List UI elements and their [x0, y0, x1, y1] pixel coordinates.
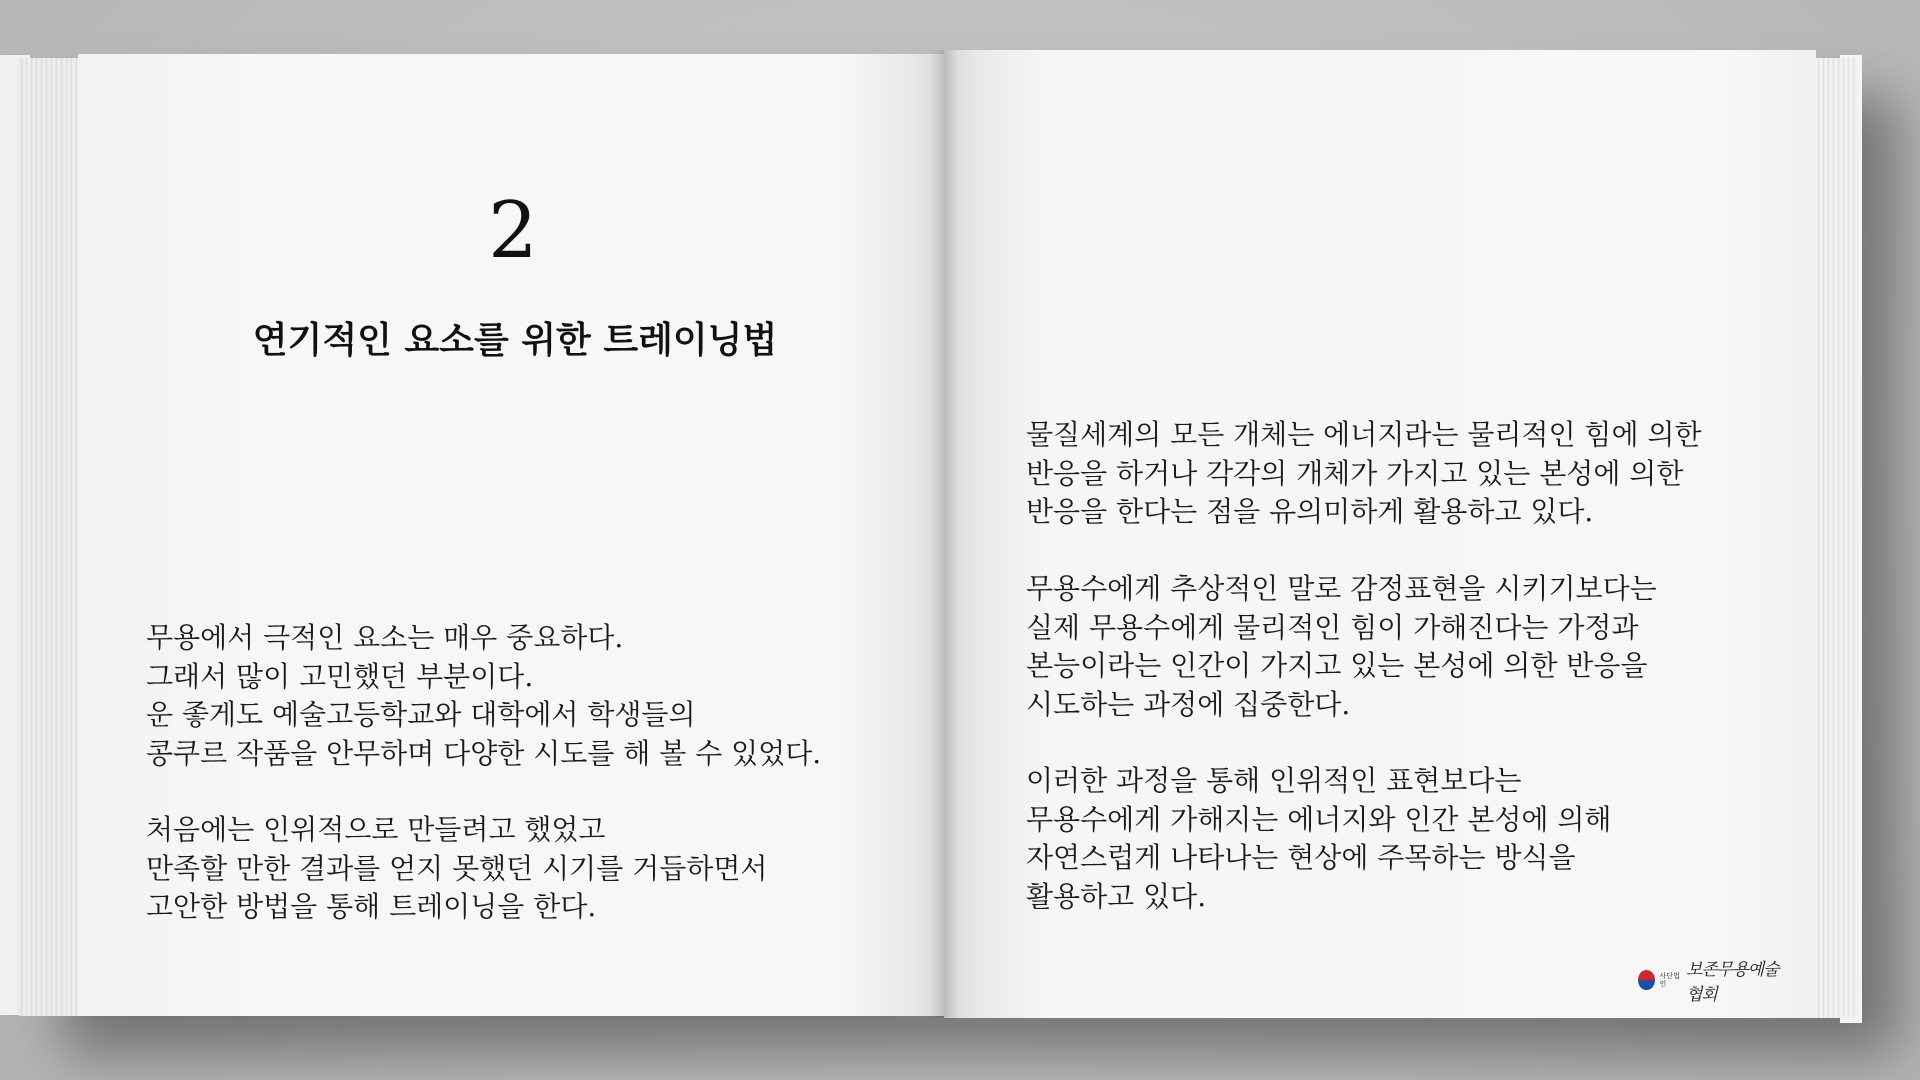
text-line: 만족할 만한 결과를 얻지 못했던 시기를 거듭하면서	[146, 851, 768, 885]
text-line: 처음에는 인위적으로 만들려고 했었고	[146, 813, 606, 846]
text-line: 본능이라는 인간이 가지고 있는 본성에 의한 반응을	[1026, 649, 1648, 682]
left-paragraph-2	[146, 811, 767, 927]
text-line: 무용수에게 추상적인 말로 감정표현을 시키기보다는	[1026, 572, 1657, 605]
text-line: 무용에서 극적인 요소는 매우 중요하다.	[146, 621, 624, 654]
right-paragraph-2	[1026, 570, 1657, 724]
text-line: 이러한 과정을 통해 인위적인 표현보다는	[1026, 764, 1522, 797]
logo-sub-text: 사단법인	[1659, 972, 1680, 988]
text-line: 물질세계의 모든 개체는 에너지라는 물리적인 힘에 의한	[1026, 418, 1702, 451]
association-logo	[1638, 960, 1788, 1005]
text-line: 실제 무용수에게 물리적인 힘이 가해진다는 가정과	[1026, 610, 1639, 644]
text-line: 그래서 많이 고민했던 부분이다.	[146, 659, 534, 693]
right-paragraph-3	[1026, 762, 1611, 916]
text-line: 활용하고 있다.	[1026, 879, 1207, 913]
page-stack-left	[18, 58, 82, 1016]
chapter-number: 2	[488, 186, 538, 276]
book-gutter	[930, 50, 958, 1018]
logo-name: 보존무용예술협회	[1685, 960, 1779, 1005]
chapter-title: 연기적인 요소를 위한 트레이닝법	[252, 320, 778, 361]
text-line: 무용수에게 가해지는 에너지와 인간 본성에 의해	[1026, 802, 1612, 836]
taegeuk-logo-icon	[1638, 970, 1655, 990]
text-line: 콩쿠르 작품을 안무하며 다양한 시도를 해 볼 수 있었다.	[146, 736, 822, 770]
right-paragraph-1	[1026, 416, 1702, 532]
text-line: 반응을 하거나 각각의 개체가 가지고 있는 본성에 의한	[1026, 456, 1684, 490]
text-line: 고안한 방법을 통해 트레이닝을 한다.	[146, 890, 597, 923]
text-line: 자연스럽게 나타나는 현상에 주목하는 방식을	[1026, 841, 1576, 874]
text-line: 운 좋게도 예술고등학교와 대학에서 학생들의	[146, 698, 696, 731]
text-line: 시도하는 과정에 집중한다.	[1026, 687, 1351, 721]
page-stack-right	[1810, 58, 1858, 1018]
left-paragraph-1	[146, 619, 821, 773]
text-line: 반응을 한다는 점을 유의미하게 활용하고 있다.	[1026, 495, 1594, 528]
